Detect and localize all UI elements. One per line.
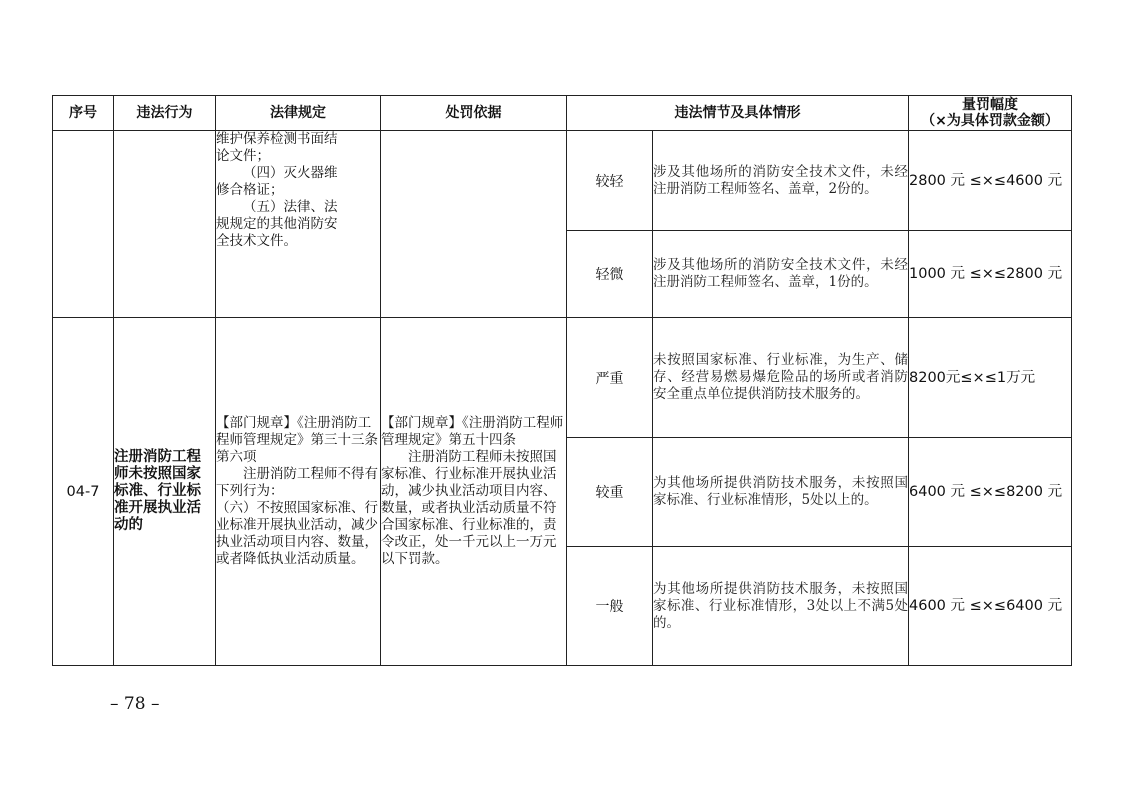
penalty-table xyxy=(52,95,1072,666)
header-violation: 违法行为 xyxy=(114,96,216,131)
cont-law-line: 规规定的其他消防安 xyxy=(216,216,338,232)
detail-cell: 未按照国家标准、行业标准，为生产、储存、经营易燃易爆危险品的场所或者消防安全重点单位提供消防技术服务的。 xyxy=(653,318,909,438)
item-basis-cell xyxy=(381,318,567,666)
table-row xyxy=(53,318,1072,438)
item-law-p3: （六）不按照国家标准、行业标准开展执业活动，减少执业活动项目内容、数量，或者降低执业活动质量。 xyxy=(216,500,378,567)
amount-cell: 1000 元 ≤×≤2800 元 xyxy=(909,231,1072,318)
header-range-line1: 量罚幅度 xyxy=(962,97,1018,113)
cont-seq-cell xyxy=(53,131,114,318)
item-law-cell xyxy=(216,318,381,666)
amount-cell: 8200元≤×≤1万元 xyxy=(909,318,1072,438)
item-law-p1: 【部门规章】《注册消防工程师管理规定》第三十三条第六项 xyxy=(216,415,378,465)
item-law-p2: 注册消防工程师不得有下列行为： xyxy=(216,466,378,499)
item-basis-p2: 注册消防工程师未按照国家标准、行业标准开展执业活动，减少执业活动项目内容、数量，或者执业活动质量不符合国家标准、行业标准的，责令改正，处一千元以上一万元以下罚款。 xyxy=(381,449,557,567)
header-circumstance: 违法情节及具体情形 xyxy=(567,96,909,131)
cont-violation-cell xyxy=(114,131,216,318)
level-cell: 较轻 xyxy=(567,131,653,231)
cont-law-line: 全技术文件。 xyxy=(216,233,297,249)
item-seq-cell: 04-7 xyxy=(53,318,114,666)
detail-cell: 涉及其他场所的消防安全技术文件，未经注册消防工程师签名、盖章，1份的。 xyxy=(653,231,909,318)
level-cell: 轻微 xyxy=(567,231,653,318)
header-law: 法律规定 xyxy=(216,96,381,131)
cont-law-line: 论文件； xyxy=(216,148,270,164)
cont-law-line: 维护保养检测书面结 xyxy=(216,131,338,147)
header-seq: 序号 xyxy=(53,96,114,131)
amount-cell: 6400 元 ≤×≤8200 元 xyxy=(909,438,1072,547)
header-basis: 处罚依据 xyxy=(381,96,567,131)
level-cell: 一般 xyxy=(567,547,653,666)
page-number: – 78 – xyxy=(110,694,160,714)
cont-law-line: （四）灭火器维 xyxy=(243,165,338,181)
detail-cell: 为其他场所提供消防技术服务，未按照国家标准、行业标准情形，5处以上的。 xyxy=(653,438,909,547)
header-range-line2: （×为具体罚款金额） xyxy=(921,113,1059,129)
detail-cell: 涉及其他场所的消防安全技术文件，未经注册消防工程师签名、盖章，2份的。 xyxy=(653,131,909,231)
cont-law-line: （五）法律、法 xyxy=(243,199,338,215)
cont-law-cell xyxy=(216,131,381,318)
level-cell: 严重 xyxy=(567,318,653,438)
amount-cell: 2800 元 ≤×≤4600 元 xyxy=(909,131,1072,231)
item-violation-cell: 注册消防工程师未按照国家标准、行业标准开展执业活动的 xyxy=(114,318,216,666)
detail-cell: 为其他场所提供消防技术服务，未按照国家标准、行业标准情形，3处以上不满5处的。 xyxy=(653,547,909,666)
item-basis-p1: 【部门规章】《注册消防工程师管理规定》第五十四条 xyxy=(381,415,564,448)
amount-cell: 4600 元 ≤×≤6400 元 xyxy=(909,547,1072,666)
cont-law-line: 修合格证； xyxy=(216,182,284,198)
level-cell: 较重 xyxy=(567,438,653,547)
table-header-row xyxy=(53,96,1072,131)
table-row xyxy=(53,131,1072,231)
header-range xyxy=(909,96,1072,131)
cont-basis-cell xyxy=(381,131,567,318)
